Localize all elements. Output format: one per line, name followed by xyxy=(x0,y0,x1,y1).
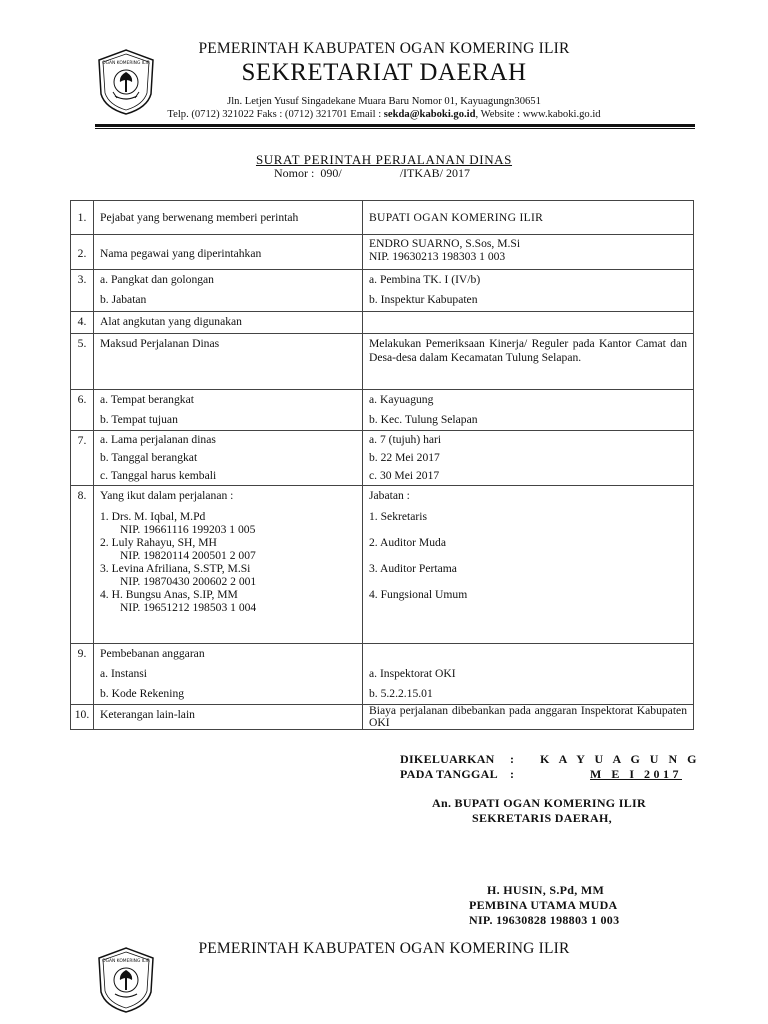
table-row xyxy=(71,486,694,644)
signatory-rank: PEMBINA UTAMA MUDA xyxy=(469,898,618,912)
value-b: b. Kec. Tulung Selapan xyxy=(369,413,478,426)
member-name: 4. H. Bungsu Anas, S.IP, MM xyxy=(100,588,238,601)
label-b: b. Tanggal berangkat xyxy=(100,451,198,464)
value-b: b. 22 Mei 2017 xyxy=(369,451,440,464)
row-number: 5. xyxy=(71,334,94,390)
companions-label: Yang ikut dalam perjalanan : xyxy=(100,489,234,502)
row-number: 9. xyxy=(71,644,94,705)
member-name: 1. Drs. M. Iqbal, M.Pd xyxy=(100,510,206,523)
contact-suffix: , Website : www.kaboki.go.id xyxy=(475,109,601,120)
row-label: Keterangan lain-lain xyxy=(94,705,363,730)
row-number: 3. xyxy=(71,270,94,312)
label-b: b. Kode Rekening xyxy=(100,687,185,700)
row-value xyxy=(363,312,694,334)
member-nip: NIP. 19820114 200501 2 007 xyxy=(120,549,256,562)
member-jabatan: 2. Auditor Muda xyxy=(369,536,446,549)
member-name: 2. Luly Rahayu, SH, MH xyxy=(100,536,217,549)
row-number: 10. xyxy=(71,705,94,730)
table-row xyxy=(71,705,694,730)
label-a: a. Instansi xyxy=(100,667,148,680)
address: Jln. Letjen Yusuf Singadekane Muara Baru Nomor 01, Kayuagungn30651 xyxy=(227,96,541,107)
table-row xyxy=(71,390,694,431)
label-c: c. Tanggal harus kembali xyxy=(100,469,217,482)
member-nip: NIP. 19870430 200602 2 001 xyxy=(120,575,257,588)
row-label: Nama pegawai yang diperintahkan xyxy=(94,235,363,270)
header-rule-thin xyxy=(95,128,695,129)
budget-label: Pembebanan anggaran xyxy=(100,647,205,660)
table-row xyxy=(71,312,694,334)
member-name: 3. Levina Afriliana, S.STP, M.Si xyxy=(100,562,251,575)
member-jabatan: 1. Sekretaris xyxy=(369,510,427,523)
employee-name: ENDRO SUARNO, S.Sos, M.Si xyxy=(369,237,521,250)
table-row xyxy=(71,270,694,312)
email-link[interactable]: sekda@kaboki.go.id xyxy=(383,109,476,120)
signatory-nip: NIP. 19630828 198803 1 003 xyxy=(469,913,620,927)
office-name: SEKRETARIAT DAERAH xyxy=(241,59,527,86)
travel-order-table xyxy=(70,200,694,730)
row-label xyxy=(94,431,363,486)
letter-title: SURAT PERINTAH PERJALANAN DINAS xyxy=(255,152,513,167)
member-nip: NIP. 19661116 199203 1 005 xyxy=(120,523,256,536)
row-value xyxy=(363,270,694,312)
label-a: a. Pangkat dan golongan xyxy=(100,273,214,286)
value-b: b. 5.2.2.15.01 xyxy=(369,687,433,700)
value-c: c. 30 Mei 2017 xyxy=(369,469,440,482)
table-row xyxy=(71,644,694,705)
value-a: a. Pembina TK. I (IV/b) xyxy=(369,273,481,286)
logo-text: OGAN KOMERING ILIR xyxy=(102,61,150,66)
row-label xyxy=(94,486,363,644)
label-a: a. Lama perjalanan dinas xyxy=(100,433,216,446)
row-value xyxy=(363,235,694,270)
value-a: a. Kayuagung xyxy=(369,393,434,406)
value-a: a. 7 (tujuh) hari xyxy=(369,433,442,446)
row-number: 2. xyxy=(71,235,94,270)
issued-place: DIKELUARKAN : K A Y U A G U N G xyxy=(400,752,700,766)
row-label xyxy=(94,644,363,705)
contact-prefix: Telp. (0712) 321022 Faks : (0712) 321701 Email : xyxy=(167,109,384,120)
row-value xyxy=(363,644,694,705)
row-label: Alat angkutan yang digunakan xyxy=(94,312,363,334)
jabatan-label: Jabatan : xyxy=(369,489,410,502)
logo-text: OGAN KOMERING ILIR xyxy=(102,959,150,964)
row-value: BUPATI OGAN KOMERING ILIR xyxy=(363,201,694,235)
footer-government-name: PEMERINTAH KABUPATEN OGAN KOMERING ILIR xyxy=(198,940,570,957)
row-number: 4. xyxy=(71,312,94,334)
label-b: b. Tempat tujuan xyxy=(100,413,178,426)
table-row xyxy=(71,201,694,235)
row-value xyxy=(363,431,694,486)
row-number: 8. xyxy=(71,486,94,644)
label-b: b. Jabatan xyxy=(100,293,147,306)
row-label xyxy=(94,270,363,312)
remarks-text: Biaya perjalanan dibebankan pada anggaran Inspektorat Kabupaten OKI xyxy=(369,704,687,729)
row-number: 1. xyxy=(71,201,94,235)
table-row xyxy=(71,431,694,486)
employee-nip: NIP. 19630213 198303 1 003 xyxy=(369,250,506,263)
value-a: a. Inspektorat OKI xyxy=(369,667,456,680)
government-name: PEMERINTAH KABUPATEN OGAN KOMERING ILIR xyxy=(198,40,570,57)
table-row xyxy=(71,334,694,390)
letter-number: Nomor : 090/ /ITKAB/ 2017 xyxy=(274,166,471,180)
signatory-name: H. HUSIN, S.Pd, MM xyxy=(487,883,605,897)
row-number: 6. xyxy=(71,390,94,431)
signature-on-behalf: An. BUPATI OGAN KOMERING ILIR xyxy=(432,796,646,810)
value-b: b. Inspektur Kabupaten xyxy=(369,293,478,306)
row-label: Pejabat yang berwenang memberi perintah xyxy=(94,201,363,235)
issued-date: PADA TANGGAL : M E I 2017 xyxy=(400,767,682,781)
row-value xyxy=(363,486,694,644)
row-value xyxy=(363,705,694,730)
header-rule-thick xyxy=(95,124,695,127)
contact-line xyxy=(0,109,768,120)
row-label: Maksud Perjalanan Dinas xyxy=(94,334,363,390)
row-value xyxy=(363,334,694,390)
row-number: 7. xyxy=(71,431,94,486)
label-a: a. Tempat berangkat xyxy=(100,393,194,406)
member-nip: NIP. 19651212 198503 1 004 xyxy=(120,601,257,614)
member-jabatan: 4. Fungsional Umum xyxy=(369,588,468,601)
member-jabatan: 3. Auditor Pertama xyxy=(369,562,457,575)
signature-position: SEKRETARIS DAERAH, xyxy=(472,811,612,825)
row-label xyxy=(94,390,363,431)
table-row xyxy=(71,235,694,270)
purpose-text: Melakukan Pemeriksaan Kinerja/ Reguler pada Kantor Camat dan Desa-desa dalam Kecamatan Tulung Selapan. xyxy=(369,337,687,364)
row-value xyxy=(363,390,694,431)
